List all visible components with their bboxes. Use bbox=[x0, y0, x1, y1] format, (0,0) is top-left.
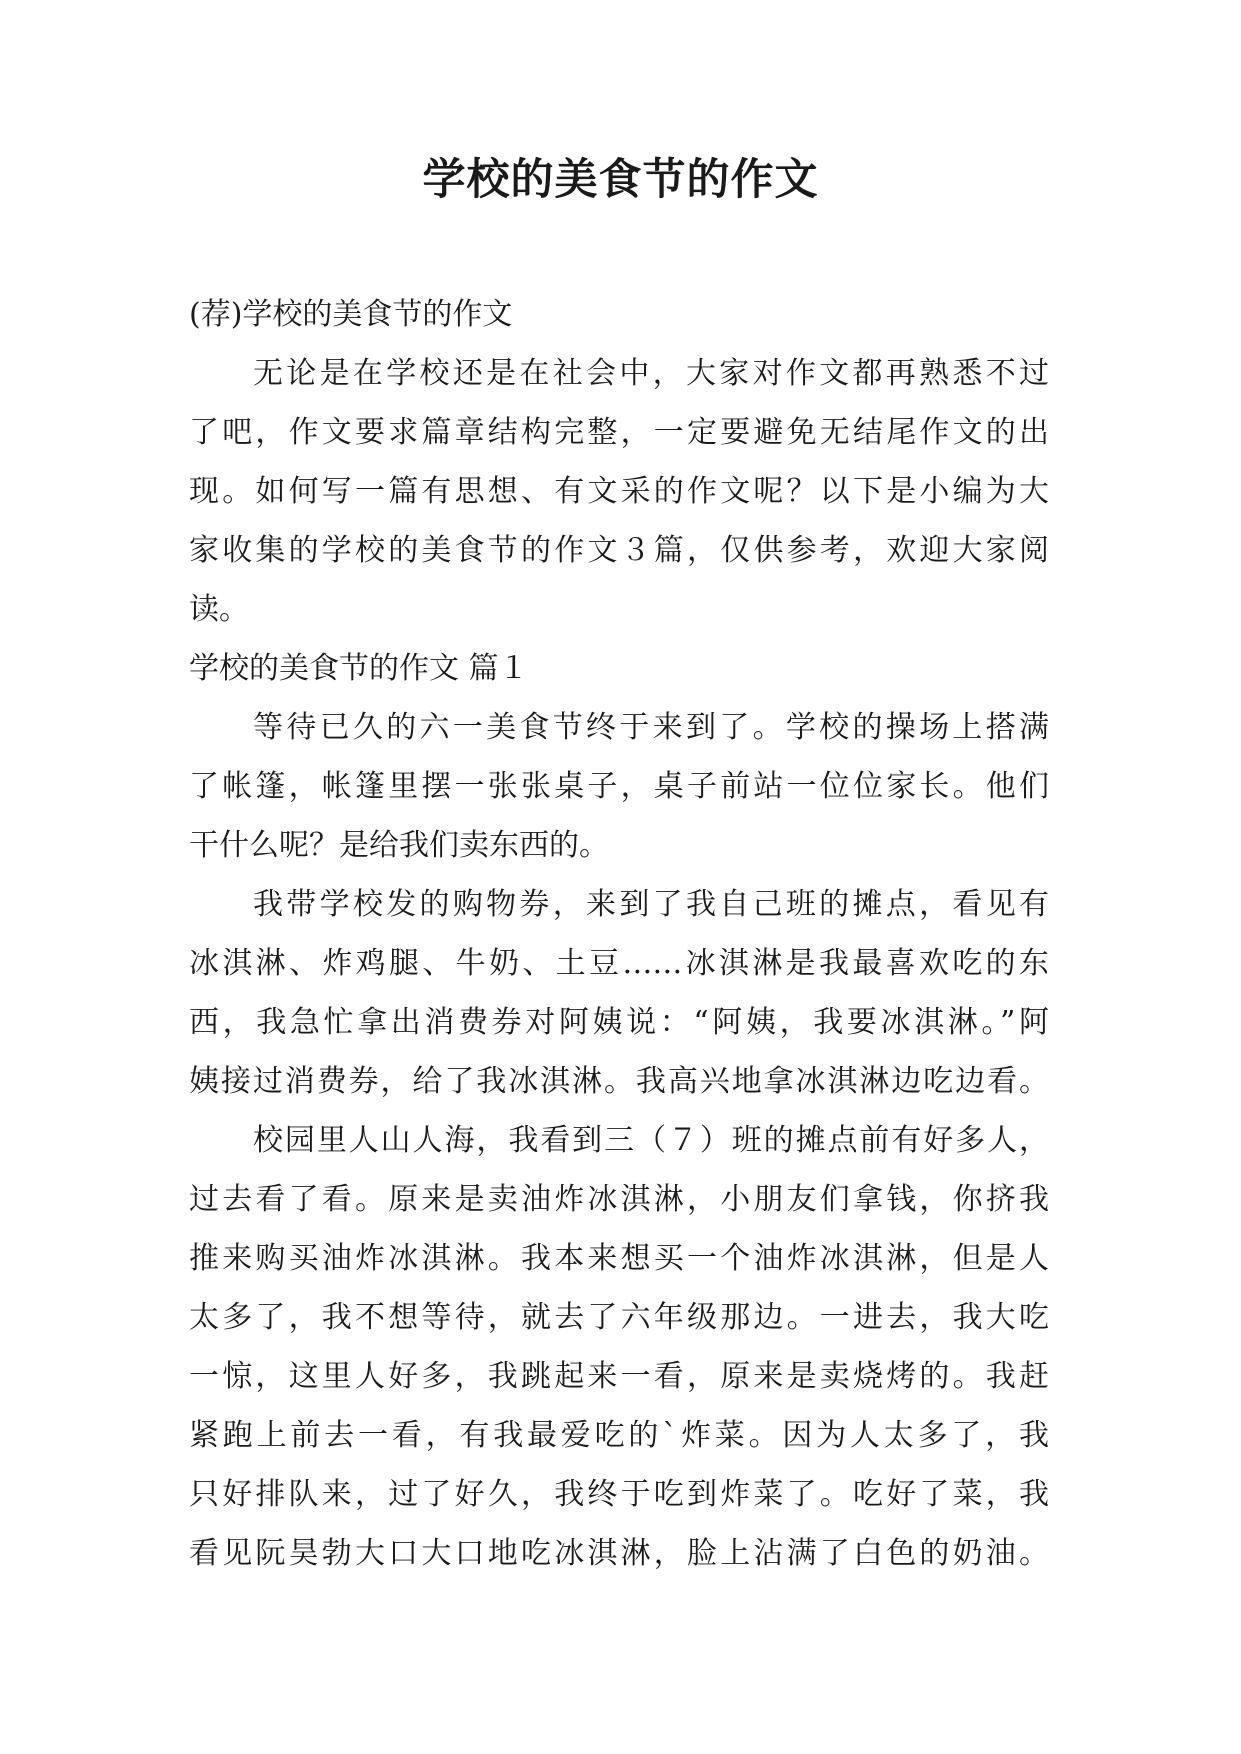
text-line: 西，我急忙拿出消费券对阿姨说：“阿姨，我要冰淇淋。”阿 bbox=[189, 1005, 1049, 1040]
text-line: 干什么呢？是给我们卖东西的。 bbox=[189, 828, 609, 863]
text-line: 无论是在学校还是在社会中，大家对作文都再熟悉不过 bbox=[253, 356, 1049, 391]
text-line: 了吧，作文要求篇章结构完整，一定要避免无结尾作文的出 bbox=[189, 415, 1049, 450]
text-line: 过去看了看。原来是卖油炸冰淇淋，小朋友们拿钱，你挤我 bbox=[189, 1182, 1049, 1217]
text-line: 了帐篷，帐篷里摆一张张桌子，桌子前站一位位家长。他们 bbox=[189, 769, 1049, 804]
text-line: 姨接过消费券，给了我冰淇淋。我高兴地拿冰淇淋边吃边看。 bbox=[189, 1064, 1049, 1099]
text-line: 推来购买油炸冰淇淋。我本来想买一个油炸冰淇淋，但是人 bbox=[189, 1241, 1049, 1276]
text-line: 紧跑上前去一看，有我最爱吃的`炸菜。因为人太多了，我 bbox=[189, 1418, 1049, 1453]
text-line: 看见阮昊勃大口大口地吃冰淇淋，脸上沾满了白色的奶油。 bbox=[189, 1536, 1049, 1571]
text-line: 只好排队来，过了好久，我终于吃到炸菜了。吃好了菜，我 bbox=[189, 1477, 1049, 1512]
text-line: 学校的美食节的作文 篇１ bbox=[189, 651, 529, 686]
text-line: 校园里人山人海，我看到三（７）班的摊点前有好多人， bbox=[253, 1123, 1049, 1158]
document-body bbox=[189, 285, 1049, 1583]
text-line: 一惊，这里人好多，我跳起来一看，原来是卖烧烤的。我赶 bbox=[189, 1359, 1049, 1394]
text-line: 太多了，我不想等待，就去了六年级那边。一进去，我大吃 bbox=[189, 1300, 1049, 1335]
text-line: 我带学校发的购物券，来到了我自己班的摊点，看见有 bbox=[253, 887, 1049, 922]
text-line: 等待已久的六一美食节终于来到了。学校的操场上搭满 bbox=[253, 710, 1049, 745]
document-title: 学校的美食节的作文 bbox=[422, 155, 819, 205]
text-line: 冰淇淋、炸鸡腿、牛奶、土豆……冰淇淋是我最喜欢吃的东 bbox=[189, 946, 1049, 981]
text-line: 家收集的学校的美食节的作文３篇，仅供参考，欢迎大家阅 bbox=[189, 533, 1049, 568]
text-line: (荐)学校的美食节的作文 bbox=[189, 297, 513, 332]
text-line: 现。如何写一篇有思想、有文采的作文呢？以下是小编为大 bbox=[189, 474, 1049, 509]
text-line: 读。 bbox=[189, 592, 249, 627]
